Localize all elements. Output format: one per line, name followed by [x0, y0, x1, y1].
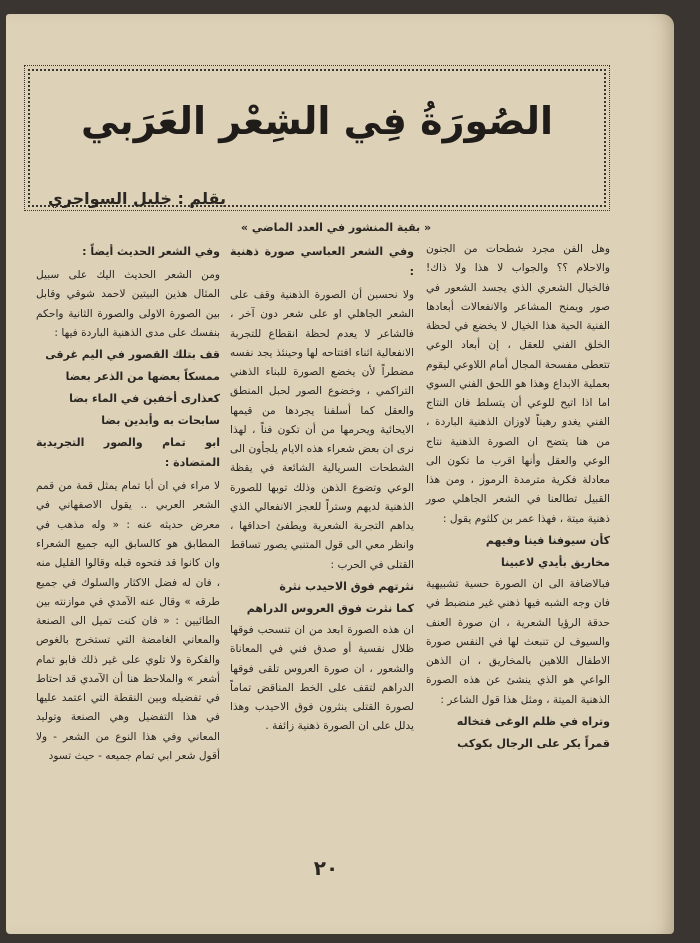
column-middle: [230, 240, 414, 739]
verse-line: كعذارى أخفين في الماء بضا: [69, 392, 220, 406]
section-heading: وفي الشعر الحديث أيضاً :: [82, 245, 220, 258]
verse-line: ممسكاً بعضها من الذعر بعضا: [65, 370, 220, 384]
verse-line: مخاريق بأيدي لاعبينا: [500, 556, 610, 569]
section-heading: وفي الشعر العباسي صورة ذهنية :: [230, 245, 414, 279]
paragraph: ان هذه الصورة ابعد من ان تنسحب فوقها ظلال نفسية أو صدق فني في المعاناة والشعور ، ان صورة العروس تلقى فوقها الدراهم لتقف على الخط المناقض تماماً لصورة القتلى ينثرون فوق الاحيدب وهذا يدلل على ان الصورة ذهنية زائفة .: [230, 624, 414, 733]
column-left: [36, 240, 220, 768]
verse-line: نثرتهم فوق الاحيدب نثرة: [279, 580, 414, 594]
verse-line: قمراً يكر على الرجال بكوكب: [457, 736, 610, 750]
paragraph: لا مراء في ان أبا تمام يمثل قمة من قمم الشعر العربي .. يقول الاصفهاني في معرض حديثه عنه : « وله مذهب في المطابق هو كالسابق اليه جميع الشعراء وان كانوا قد فتحوه قبله وقالوا القليل منه ، فان له فضل الاكثار والسلوك في جميع طرقه » وقال عنه الآمدي في موازنته بين الطائيين : « فان كنت تميل الى الصنعة والمعاني الغامضة التي تستخرج بالغوص والفكرة ولا تلوي على غير ذلك فابو تمام أشعر » والملاحظ هنا أن الآمدي قد احتاط في تفضيله وبين النقطة التي اعتمد عليها في هذا التفضيل وهي الصنعة وتوليد المعاني وفي هذا النوع من الشعر - ولا أقول شعر ابي تمام جميعه - حيث تسود: [36, 480, 220, 762]
continued-note: « بقية المنشور في العدد الماضي »: [240, 221, 432, 234]
column-right: [426, 240, 610, 756]
magazine-page: [6, 14, 674, 934]
verse-line: كأن سيوفنا فينا وفيهم: [485, 533, 610, 547]
paragraph: ومن الشعر الحديث اليك على سبيل المثال هذين البيتين لاحمد شوقي وقابل بين الصورة الاولى والصورة الثانية واحكم بنفسك على مدى الذهنية الباردة فيها :: [36, 269, 220, 339]
paragraph: فبالاضافة الى ان الصورة حسية تشبيهية فان وجه الشبه فيها ذهني غير منضبط في حدقة الرؤيا الشعرية ، ان صورة العنف والسيوف لن تنبعث لها في النفس صورة الاطفال اللاهين بالمخاريق ، ان الذهن الواعي هو الذي ينشئ عن هذه الصورة الذهنية الميتة ، ومثل هذا قول الشاعر :: [426, 578, 610, 706]
verse-line: كما نثرت فوق العروس الدراهم: [246, 602, 414, 616]
paragraph: ولا نحسبن أن الصورة الذهنية وقف على الشعر الجاهلي او على شعر دون آخر ، فالشاعر لا يعدم لحظة انقطاع للتجربة الانفعالية اثناء افتتاحه لها وحينئذ يجد نفسه مضطراً لأن يخضع الصورة للبناء الذهني التراكمي ، وخضوع الصور لحبل المنطق والعقل كما أسلفنا يجردها من قيمها الايحائية ويحرمها من أن تكون فناً ، لهذا نرى ان بعض شعراء هذه الايام يلجأون الى الشطحات السريالية الشائعة في يقظة الوعي وتضوع الذهن وذلك توبها للصورة الذهنية لديهم وستراً للعجز الانفعالي الذي يداهم التجربة الشعرية ويطفئ احداقها ، وانظر معي الى قول المتنبي يصور تساقط القتلى في الحرب :: [230, 289, 414, 571]
page-number: ٢٠: [313, 856, 339, 880]
section-heading: ابو تمام والصور التجريدية المتضادة :: [36, 436, 220, 470]
paragraph: وهل الفن مجرد شطحات من الجنون والاحلام ؟؟ والجواب لا هذا ولا ذاك! فالخيال الشعري الذي يجسد الشعور في صور ويمنح المشاعر والانفعالات أبعادها الفنية الحية هذا الخيال لا يخضع في لحظة الخلق الفني للعقل ، إن أبعاد الوعي تتعطى مفسحة المجال أمام اللاوعي ليقوم بعملية الابداع وهذا هو اللحق الفني السوي اما اذا اتيح للوعي أن يتسلط فان النتاج الفني يغدو رهيناً لاوزان الذهنية الباردة ، من هنا يتضح ان الصورة الذهنية نتاج الوعي والعقل وأنها اقرب ما تكون الى معادلة فكرية مترمدة الرموز ، ومن هذا القبيل تطالعنا في الشعر الجاهلي صور ذهنية ميتة ، فهذا عمر بن كلثوم يقول :: [426, 243, 610, 525]
article-author: بقلم : خليل السواحري: [48, 189, 227, 208]
verse-line: وتراه في ظلم الوغى فتخاله: [456, 714, 610, 728]
verse-line: سابحات به وأبدين بضا: [101, 414, 220, 428]
verse-line: قف بتلك القصور في اليم غرقى: [45, 348, 220, 362]
title-frame: [28, 69, 606, 207]
article-title: الصُورَةُ فِي الشِعْر العَرَبي: [80, 99, 554, 143]
